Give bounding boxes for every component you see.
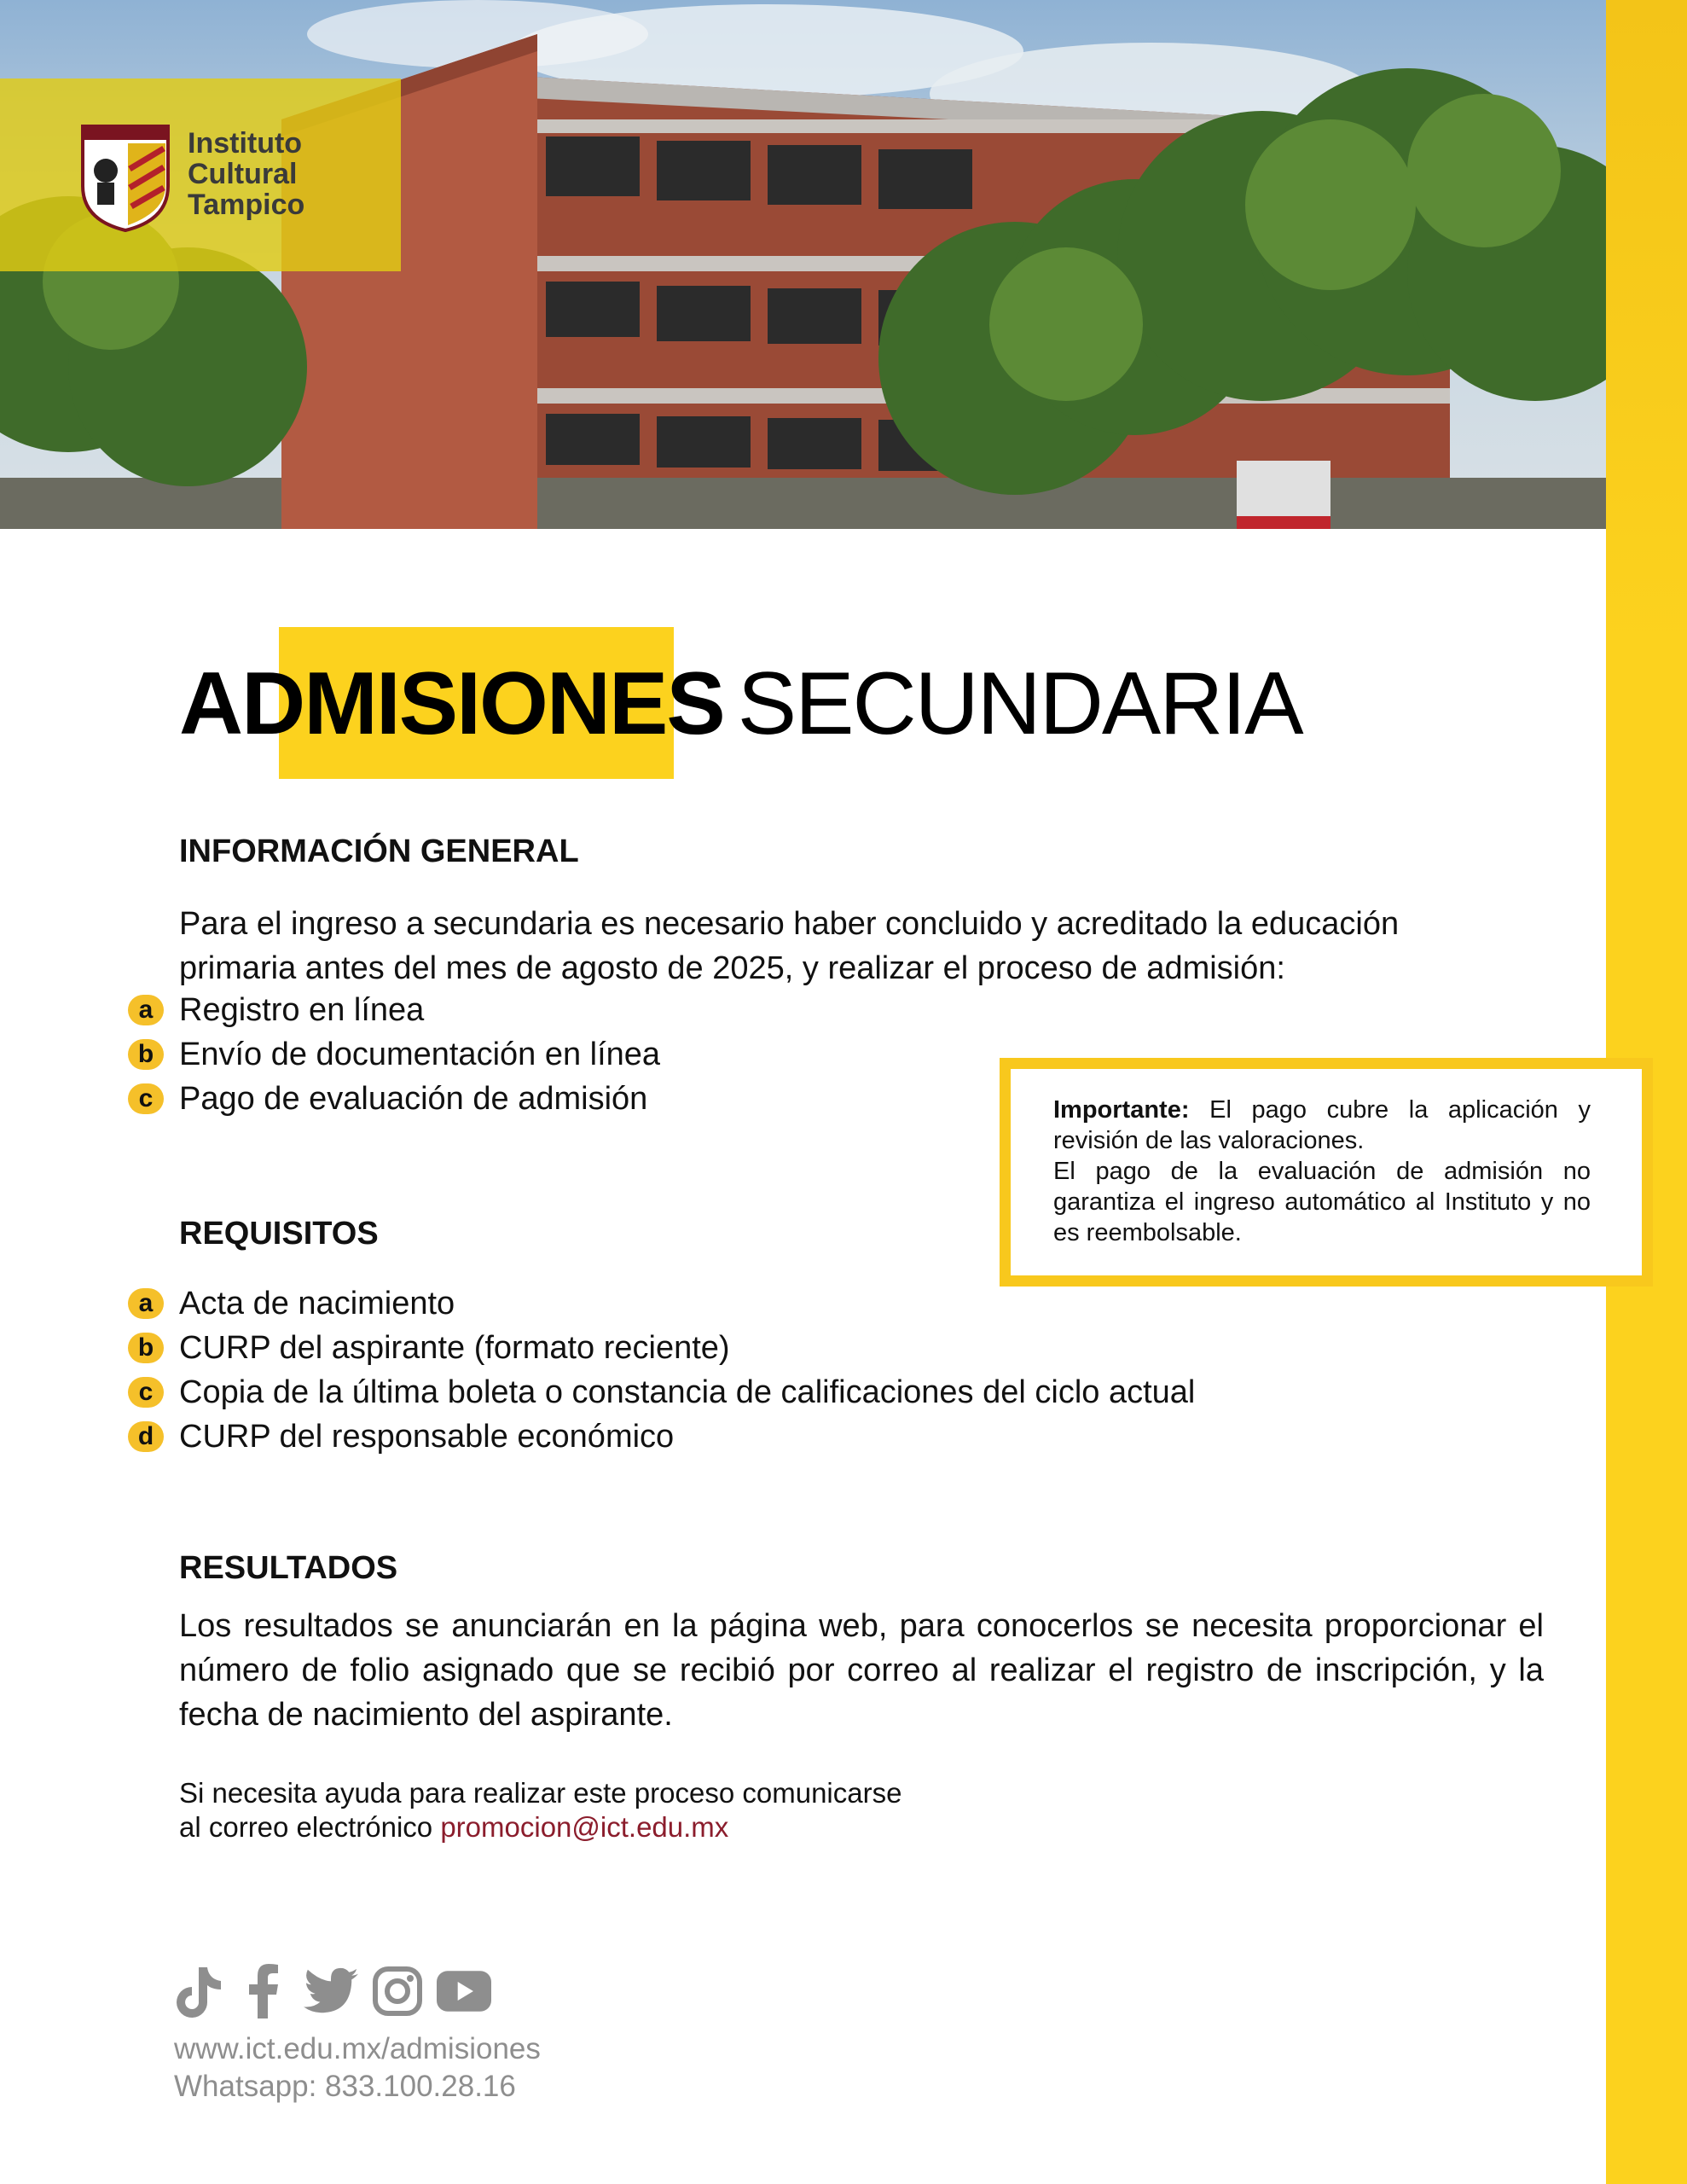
- title-light: SECUNDARIA: [737, 654, 1302, 753]
- twitter-icon[interactable]: [304, 1964, 358, 2018]
- step-text: Pago de evaluación de admisión: [179, 1080, 648, 1117]
- important-text-2: El pago de la evaluación de admisión no garantiza el ingreso automático al Instituto y no es reembolsable.: [1053, 1158, 1591, 1246]
- requirement-text: CURP del responsable económico: [179, 1418, 675, 1455]
- step-badge: b: [128, 1039, 164, 1070]
- general-intro-line-2: primaria antes del mes de agosto de 2025, y realizar el proceso de admisión:: [179, 950, 1285, 986]
- admission-steps-list: [128, 988, 660, 1121]
- list-item: [128, 1326, 1195, 1370]
- important-label: Importante:: [1053, 1096, 1190, 1124]
- step-badge: a: [128, 995, 164, 1025]
- whatsapp-number[interactable]: Whatsapp: 833.100.28.16: [174, 2070, 516, 2103]
- important-text: [1053, 1095, 1591, 1248]
- website-link[interactable]: www.ict.edu.mx/admisiones: [174, 2032, 541, 2065]
- requirement-text: CURP del aspirante (formato reciente): [179, 1329, 730, 1366]
- school-crest-icon: [78, 118, 172, 234]
- general-intro: [179, 902, 1544, 990]
- requirement-badge: b: [128, 1333, 164, 1363]
- requirement-text: Copia de la última boleta o constancia de calificaciones del ciclo actual: [179, 1374, 1196, 1410]
- facebook-icon[interactable]: [237, 1964, 292, 2018]
- help-line-2-prefix: al correo electrónico: [179, 1811, 441, 1843]
- requirement-text: Acta de nacimiento: [179, 1285, 455, 1321]
- list-item: [128, 1032, 660, 1077]
- step-text: Envío de documentación en línea: [179, 1036, 661, 1072]
- requirement-badge: a: [128, 1288, 164, 1319]
- results-heading: RESULTADOS: [179, 1550, 398, 1586]
- list-item: [128, 988, 660, 1032]
- page-title: [179, 654, 1302, 753]
- list-item: [128, 1281, 1195, 1326]
- requirements-heading: REQUISITOS: [179, 1216, 379, 1252]
- instagram-icon[interactable]: [370, 1964, 425, 2018]
- logo-line-2: Cultural: [188, 158, 298, 190]
- requirement-badge: d: [128, 1421, 164, 1452]
- results-text: Los resultados se anunciarán en la página web, para conocerlos se necesita proporcionar el número de folio asignado que se recibió por correo al realizar el registro de inscripción, y la fecha de nacimiento del aspirante.: [179, 1608, 1544, 1733]
- general-intro-line-1: Para el ingreso a secundaria es necesario haber concluido y acreditado la educación: [179, 906, 1400, 942]
- list-item: [128, 1414, 1195, 1459]
- help-text: [179, 1776, 901, 1844]
- school-name-logo: [188, 128, 304, 220]
- requirement-badge: c: [128, 1377, 164, 1408]
- tiktok-icon[interactable]: [171, 1964, 225, 2018]
- help-line-1: Si necesita ayuda para realizar este proceso comunicarse: [179, 1777, 902, 1809]
- step-text: Registro en línea: [179, 991, 425, 1028]
- logo-line-1: Instituto: [188, 127, 303, 160]
- important-notice-box: [1000, 1058, 1653, 1287]
- help-line-2: [179, 1810, 901, 1844]
- youtube-icon[interactable]: [437, 1964, 491, 2018]
- title-bold: ADMISIONES: [179, 654, 724, 753]
- list-item: [128, 1370, 1195, 1414]
- logo-line-3: Tampico: [188, 189, 305, 221]
- step-badge: c: [128, 1083, 164, 1114]
- social-links: [171, 1964, 503, 2018]
- list-item: [128, 1077, 660, 1121]
- general-heading: INFORMACIÓN GENERAL: [179, 834, 579, 869]
- requirements-list: [128, 1281, 1195, 1459]
- help-email-link[interactable]: promocion@ict.edu.mx: [440, 1811, 729, 1843]
- important-text-1: El pago cubre la aplicación y revisión de las valoraciones.: [1053, 1096, 1591, 1154]
